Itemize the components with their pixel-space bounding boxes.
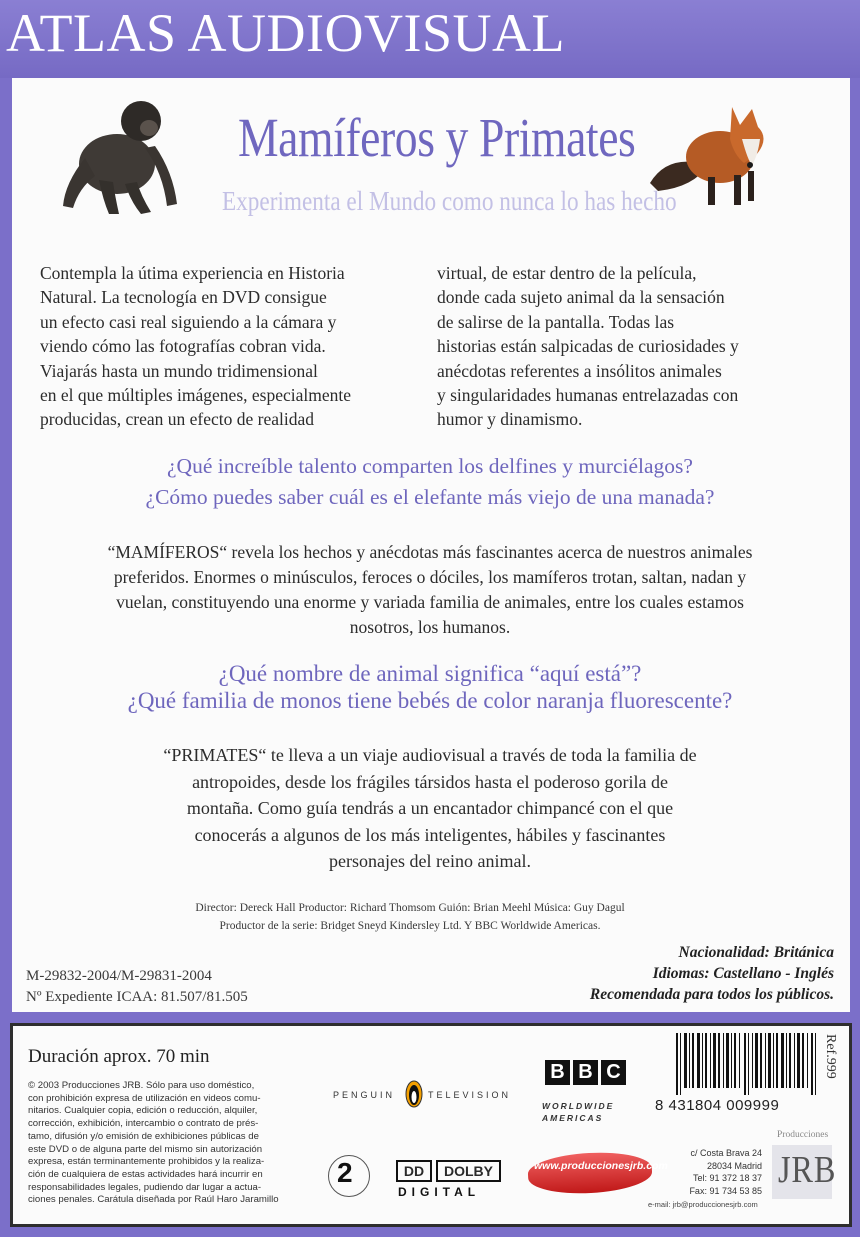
legal-notice (28, 1080, 310, 1207)
age-rating: Recomendada para todos los públicos. (589, 986, 834, 1003)
intro-text-line: en el que múltiples imágenes, especialmente (40, 385, 352, 406)
legal-line: ción de cualquiera de estas actividades hará incurrir en (28, 1168, 263, 1180)
paragraph-line: “MAMÍFEROS“ revela los hechos y anécdotas más fascinantes acerca de nuestros animales (107, 542, 753, 562)
bbc-letter: B (545, 1060, 570, 1085)
intro-text-line: historias están salpicadas de curiosidades y (437, 336, 739, 357)
languages: Idiomas: Castellano - Inglés (652, 965, 834, 982)
gorilla-image (55, 88, 185, 220)
reference-code: Ref.999 (823, 1034, 838, 1079)
paragraph-line: “PRIMATES“ te lleva a un viaje audiovisual a través de toda la familia de (163, 745, 697, 765)
intro-text-line: humor y dinamismo. (437, 409, 583, 430)
bbc-worldwide: WORLDWIDE (542, 1101, 615, 1111)
bbc-americas: AMERICAS (542, 1113, 604, 1123)
intro-text-line: de salirse de la pantalla. Todas las (437, 311, 675, 332)
intro-text-line: Natural. La tecnología en DVD consigue (40, 287, 327, 308)
primates-paragraph (40, 742, 820, 875)
intro-text-line: Contempla la útima experiencia en Historia (40, 263, 345, 283)
dolby-digital-logo (396, 1160, 501, 1182)
paragraph-line: conocerás a algunos de los más inteligentes, hábiles y fascinantes (194, 824, 666, 845)
paragraph-line: montaña. Como guía tendrás a un encantador chimpancé con el que (186, 798, 674, 818)
bbc-letter: C (601, 1060, 626, 1085)
dolby-word: DOLBY (436, 1160, 501, 1182)
dolby-dd-icon: DD (396, 1160, 432, 1182)
intro-text-line: Viajarás hasta un mundo tridimensional (40, 360, 318, 381)
primate-question: ¿Qué familia de monos tiene bebés de color naranja fluorescente? (127, 688, 733, 713)
bbc-worldwide-americas (542, 1100, 614, 1124)
main-title: Mamíferos y Primates (238, 107, 636, 168)
nationality: Nacionalidad: Británica (678, 944, 834, 961)
legal-deposit: M-29832-2004/M-29831-2004 (26, 968, 212, 984)
legal-line: corrección, exhibición, intercambio o contrato de prés- (28, 1118, 259, 1130)
intro-text-line: viendo cómo las fotografías cobran vida. (40, 336, 326, 357)
intro-text-line: anécdotas referentes a insólitos animales (437, 360, 722, 381)
legal-line: con prohibición expresa de utilización en videos comu- (28, 1092, 261, 1104)
legal-line: responsabilidades legales, pudiendo dar lugar a actua- (28, 1181, 262, 1193)
website-url: www.produccionesjrb.com (534, 1160, 668, 1172)
company-address (668, 1147, 762, 1197)
barcode (676, 1033, 824, 1095)
intro-text-line: y singularidades humanas entrelazadas con (437, 385, 739, 406)
digital-word: DIGITAL (398, 1185, 481, 1199)
series-title: ATLAS AUDIOVISUAL (6, 3, 565, 63)
penguin-television-logo (333, 1080, 528, 1110)
address-line: 28034 Madrid (706, 1160, 762, 1171)
legal-line: ciones penales. Carátula diseñada por Raúl Haro Jaramillo (28, 1194, 279, 1206)
penguin-icon (405, 1080, 423, 1108)
legal-line: nitarios. Cualquier copia, edición o reducción, alquiler, (28, 1105, 258, 1117)
paragraph-line: vuelan, constituyendo una enorme y variada familia de animales, entre los cuales estamos (116, 592, 744, 612)
address-line: Tel: 91 372 18 37 (692, 1173, 762, 1183)
icaa-number: Nº Expediente ICAA: 81.507/81.505 (26, 989, 248, 1005)
company-email: e-mail: jrb@produccionesjrb.com (648, 1200, 758, 1209)
bbc-logo (545, 1060, 629, 1085)
paragraph-line: antropoides, desde los frágiles társidos hasta el poderoso gorila de (192, 771, 668, 792)
intro-text-line: virtual, de estar dentro de la película, (437, 263, 697, 283)
intro-column-right (437, 261, 802, 432)
mammal-question: ¿Cómo puedes saber cuál es el elefante más viejo de una manada? (145, 485, 715, 509)
address-line: c/ Costa Brava 24 (690, 1148, 762, 1158)
producer-label: Producciones (777, 1130, 829, 1140)
paragraph-line: preferidos. Enormes o minúsculos, feroces o dóciles, los mamíferos trotan, saltan, nadan y (113, 567, 747, 587)
legal-line: este DVD o de alguna parte del mismo sin autorización (28, 1143, 263, 1155)
duration: Duración aprox. 70 min (28, 1046, 210, 1067)
region-code: 2 (337, 1157, 353, 1188)
intro-column-left (40, 261, 406, 432)
legal-line: © 2003 Producciones JRB. Sólo para uso doméstico, (28, 1080, 255, 1091)
mammals-paragraph (40, 540, 820, 640)
barcode-number: 8 431804 009999 (655, 1097, 780, 1114)
mammal-question: ¿Qué increíble talento comparten los delfines y murciélagos? (167, 454, 693, 478)
tagline: Experimenta el Mundo como nunca lo has hecho (222, 186, 677, 216)
credits-line: Director: Dereck Hall Productor: Richard Thomsom Guión: Brian Meehl Música: Guy Dagul (195, 902, 625, 914)
credits-line: Productor de la serie: Bridget Sneyd Kindersley Ltd. Y BBC Worldwide Americas. (219, 920, 601, 932)
paragraph-line: personajes del reino animal. (329, 851, 531, 871)
jrb-logo-text: JRB (778, 1149, 837, 1191)
intro-text-line: un efecto casi real siguiendo a la cámara y (40, 311, 337, 332)
paragraph-line: nosotros, los humanos. (349, 617, 511, 637)
penguin-word: PENGUIN (333, 1090, 396, 1100)
television-word: TELEVISION (428, 1090, 512, 1100)
intro-text-line: donde cada sujeto animal da la sensación (437, 287, 725, 308)
intro-text-line: producidas, crean un efecto de realidad (40, 409, 315, 430)
address-line: Fax: 91 734 53 85 (689, 1185, 762, 1196)
legal-line: tamo, difusión y/o emisión de exhibiciones públicas de (28, 1130, 259, 1142)
bbc-letter: B (573, 1060, 598, 1085)
legal-line: expresa, están terminantemente prohibidos y la realiza- (28, 1156, 265, 1168)
primate-question: ¿Qué nombre de animal significa “aquí está”? (218, 661, 642, 686)
